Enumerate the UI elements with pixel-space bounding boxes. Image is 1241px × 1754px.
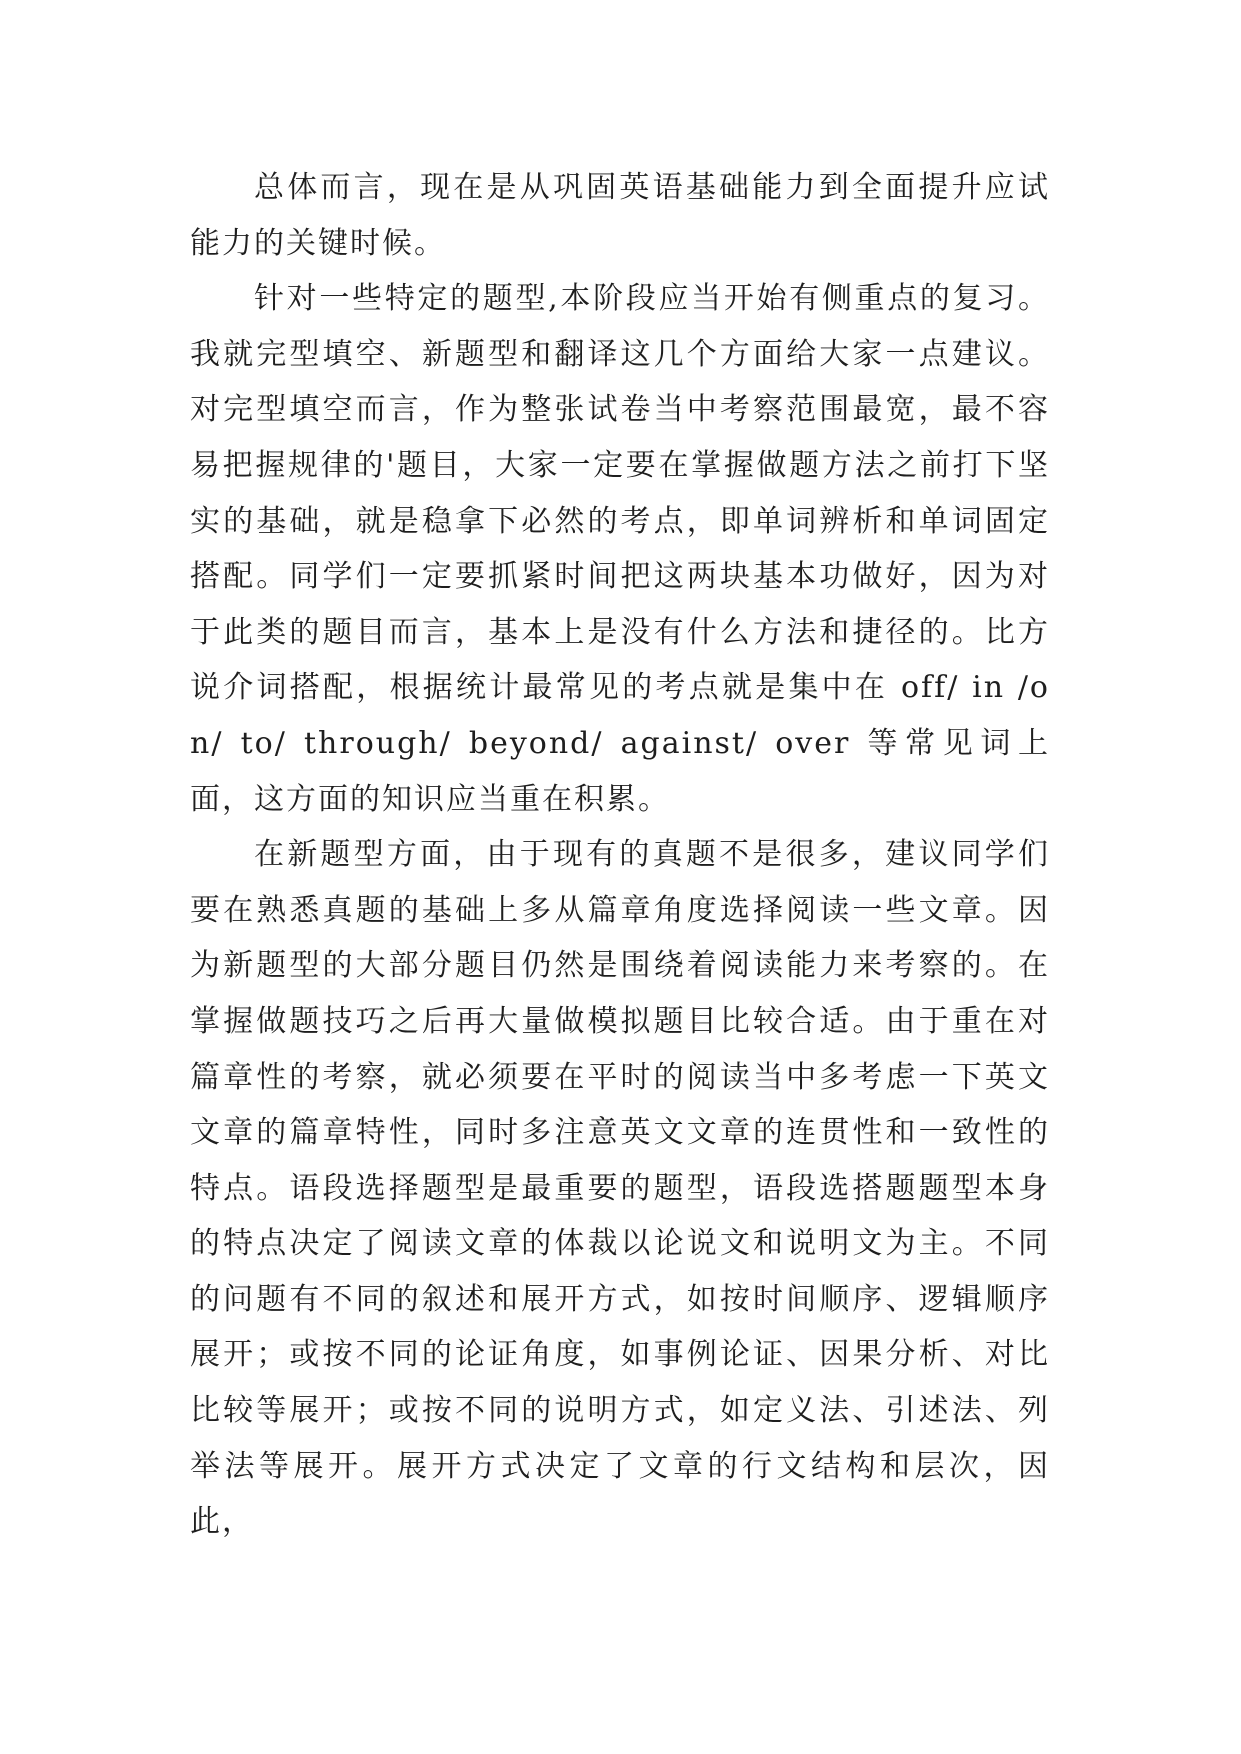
paragraph-cloze-advice: 针对一些特定的题型,本阶段应当开始有侧重点的复习。我就完型填空、新题型和翻译这几个方面给大家一点建议。对完型填空而言，作为整张试卷当中考察范围最宽，最不容易把握规律的'题目，大家一定要在掌握做题方法之前打下坚实的基础，就是稳拿下必然的考点，即单词辨析和单词固定搭配。同学们一定要抓紧时间把这两块基本功做好，因为对于此类的题目而言，基本上是没有什么方法和捷径的。比方说介词搭配，根据统计最常见的考点就是集中在 off/ in /on/ to/ through/ beyond/ against/ over 等常见词上面，这方面的知识应当重在积累。: [190, 281, 1050, 817]
paragraph-summary: 总体而言，现在是从巩固英语基础能力到全面提升应试能力的关键时候。: [190, 170, 1050, 261]
document-body: [190, 160, 1050, 1550]
paragraph-new-question-types: 在新题型方面，由于现有的真题不是很多，建议同学们要在熟悉真题的基础上多从篇章角度选择阅读一些文章。因为新题型的大部分题目仍然是围绕着阅读能力来考察的。在掌握做题技巧之后再大量做模拟题目比较合适。由于重在对篇章性的考察，就必须要在平时的阅读当中多考虑一下英文文章的篇章特性，同时多注意英文文章的连贯性和一致性的特点。语段选择题型是最重要的题型，语段选搭题题型本身的特点决定了阅读文章的体裁以论说文和说明文为主。不同的问题有不同的叙述和展开方式，如按时间顺序、逻辑顺序展开；或按不同的论证角度，如事例论证、因果分析、对比比较等展开；或按不同的说明方式，如定义法、引述法、列举法等展开。展开方式决定了文章的行文结构和层次，因此，: [190, 837, 1050, 1540]
